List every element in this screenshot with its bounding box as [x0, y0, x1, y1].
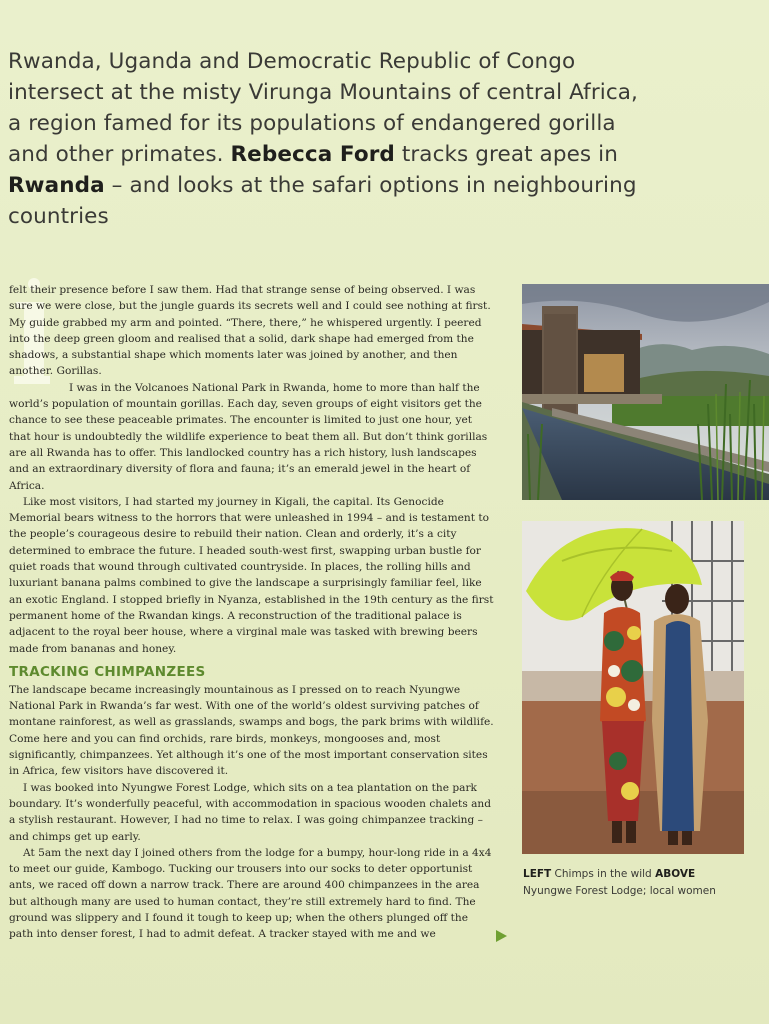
paragraph-5: I was booked into Nyungwe Forest Lodge, which sits on a tea plantation on the park boundary. It’s wonderfully peaceful, with accommodation in spacious wooden chalets and a stylish restaurant. However, I had no time to relax. I was going chimpanzee tracking – and chimps get up early. [9, 781, 492, 843]
paragraph-1: felt their presence before I saw them. Had that strange sense of being observed. I was sure we were close, but the jungle guards its secrets well and I could see nothing at first. My guide grabbed my arm and pointed. “There, there,” he whispered urgently. I peered into the deep green gloom and realised that a solid, dark shape had emerged from the shadows, a substantial shape which moments later was joined by another, and then another. Gorillas. [9, 284, 491, 378]
caption-left-text: Chimps in the wild [554, 868, 652, 880]
paragraph-4: The landscape became increasingly mountainous as I pressed on to reach Nyungwe National Park in Rwanda’s far west. With one of the world’s oldest surviving patches of montane rainforest, as well as grasslands, swamps and bogs, the park brims with wildlife. Come here and you can find orchids, rare birds, monkeys, mongooses and, most significantly, chimpanzees. Yet although it’s one of the most important conservation sites in Africa, few visitors have discovered it. [9, 683, 494, 778]
intro-text-1: Rwanda, Uganda and Democratic Republic of Congo intersect at the misty Virunga Mountains of central Africa, a region famed for its populations of endangered gorilla and other primates. [8, 49, 638, 167]
paragraph-6: At 5am the next day I joined others from the lodge for a bumpy, hour-long ride in a 4x4 to meet our guide, Kambogo. Tucking our trousers into our socks to deter opportunist ants, we raced off down a narrow track. There are around 400 chimpanzees in the area but although many are used to human contact, they’re still extremely hard to find. The ground was slippery and I found it tough to keep up; when the others plunged off the path into denser forest, I had to admit defeat. A tracker stayed with me and we [9, 846, 492, 941]
section-heading: TRACKING CHIMPANZEES [9, 663, 206, 680]
drop-cap-letter: I [10, 278, 11, 279]
caption-above-text: Nyungwe Forest Lodge; local women [523, 885, 716, 897]
continue-arrow-icon [496, 930, 507, 942]
photo-caption [523, 866, 743, 900]
author-name: Rebecca Ford [230, 142, 395, 167]
caption-left-label: LEFT [523, 868, 552, 880]
paragraph-2: I was in the Volcanoes National Park in Rwanda, home to more than half the world’s population of mountain gorillas. Each day, seven groups of eight visitors get the chance to see these peaceable primates. The encounter is limited to just one hour, yet that hour is undoubtedly the wildlife experience to beat them all. But don’t think gorillas are all Rwanda has to offer. This landlocked country has a rich history, lush landscapes and an extraordinary diversity of flora and fauna; it’s an emerald jewel in the heart of Africa. [9, 381, 488, 492]
article-body [9, 282, 495, 943]
caption-above-label: ABOVE [655, 868, 696, 880]
intro-standfirst [8, 46, 648, 232]
local-women-photo [522, 521, 744, 854]
intro-text-2: tracks great apes in [401, 142, 618, 167]
intro-text-3: – and looks at the safari options in neighbouring countries [8, 173, 637, 229]
lodge-photo [522, 284, 769, 500]
country-name: Rwanda [8, 173, 105, 198]
paragraph-3: Like most visitors, I had started my journey in Kigali, the capital. Its Genocide Memorial bears witness to the horrors that were unleashed in 1994 – and is testament to the people’s courageous desire to rebuild their nation. Clean and orderly, it’s a city determined to embrace the future. I headed south-west first, swapping urban bustle for quiet roads that wound through cultivated countryside. In places, the rolling hills and luxuriant banana palms combined to give the landscape a surprisingly familiar feel, like an exotic England. I stopped briefly in Nyanza, established in the 19th century as the first permanent home of the Rwandan kings. A reconstruction of the traditional palace is adjacent to the royal beer house, where a virginal male was tasked with brewing beers made from bananas and honey. [9, 495, 494, 655]
